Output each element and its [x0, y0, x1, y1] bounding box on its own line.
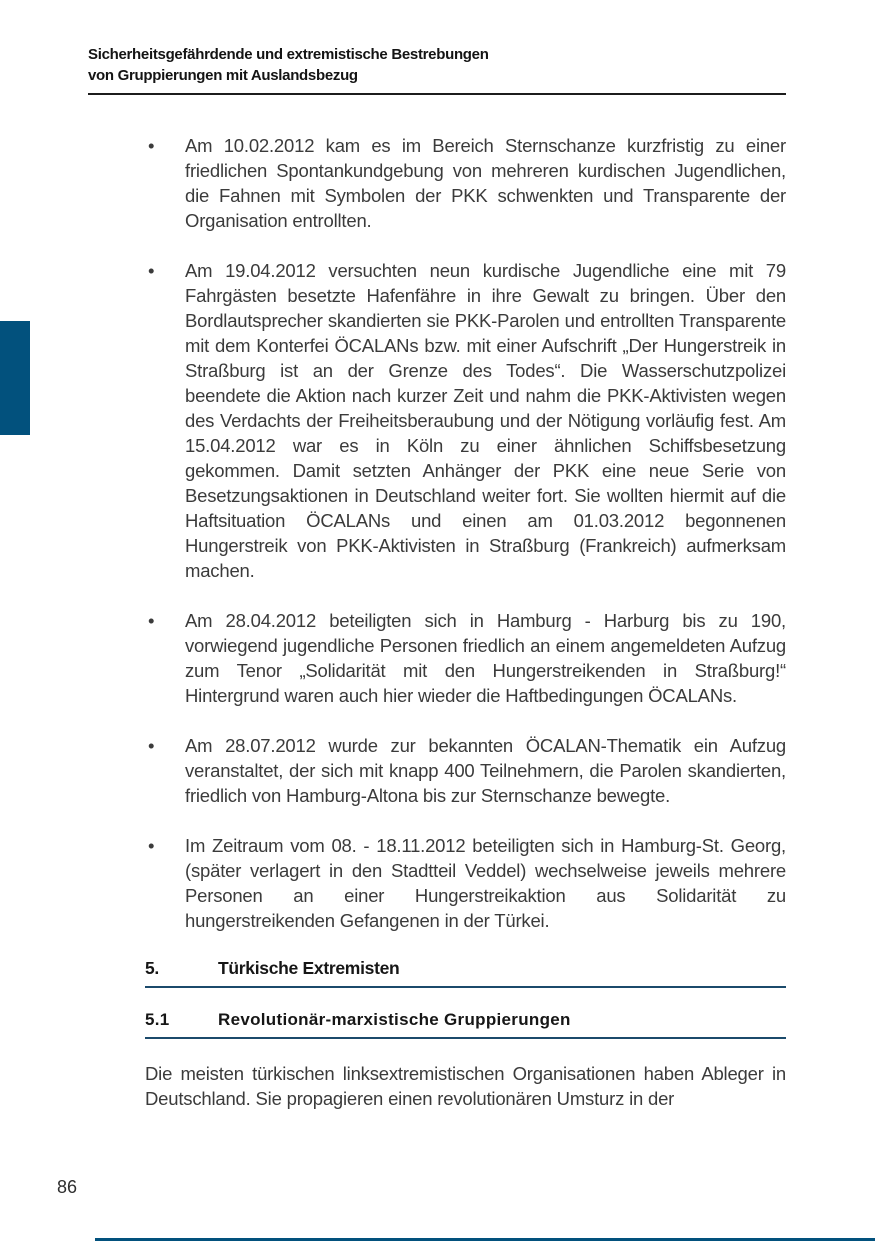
header-title-line1: Sicherheitsgefährdende und extremistische Bestrebungen [88, 46, 489, 63]
list-item [145, 733, 786, 808]
bullet-text: Im Zeitraum vom 08. - 18.11.2012 beteiligten sich in Hamburg-St. Georg, (später verlagert in den Stadtteil Veddel) wechselweise jeweils mehrere Personen an einer Hungerstreikaktion aus Solidarität zu hungerstreikenden Gefangenen in der Türkei. [185, 835, 786, 931]
section-heading-5 [145, 958, 786, 988]
list-item [145, 133, 786, 233]
list-item [145, 608, 786, 708]
section-heading-5-1 [145, 1010, 786, 1039]
section-title: Revolutionär-marxistische Gruppierungen [218, 1010, 571, 1029]
header-title-line2: von Gruppierungen mit Auslandsbezug [88, 67, 358, 84]
bullet-text: Am 28.07.2012 wurde zur bekannten ÖCALAN-Thematik ein Aufzug veranstaltet, der sich mit knapp 400 Teilnehmern, die Parolen skandierten, friedlich von Hamburg-Altona bis zur Sternschanze bewegte. [185, 735, 786, 806]
list-item [145, 258, 786, 583]
bullet-icon: • [148, 610, 155, 631]
bullet-icon: • [148, 835, 155, 856]
bullet-icon: • [148, 260, 155, 281]
bullet-icon: • [148, 135, 155, 156]
page-content [145, 133, 786, 1111]
bullet-text: Am 19.04.2012 versuchten neun kurdische Jugendliche eine mit 79 Fahrgästen besetzte Hafenfähre in ihre Gewalt zu bringen. Über den Bordlautsprecher skandierten sie PKK-Parolen und entrollten Transparente mit dem Konterfei ÖCALANs bzw. mit einer Aufschrift „Der Hungerstreik in Straßburg ist an der Grenze des Todes“. Die Wasserschutzpolizei beendete die Aktion nach kurzer Zeit und nahm die PKK-Aktivisten wegen des Verdachts der Freiheitsberaubung und der Nötigung vorläufig fest. Am 15.04.2012 war es in Köln zu einer ähnlichen Schiffsbesetzung gekommen. Damit setzten Anhänger der PKK eine neue Serie von Besetzungsaktionen in Deutschland weiter fort. Sie wollten hiermit auf die Haftsituation ÖCALANs und einen am 01.03.2012 begonnenen Hungerstreik von PKK-Aktivisten in Straßburg (Frankreich) aufmerksam machen. [185, 260, 786, 581]
body-paragraph: Die meisten türkischen linksextremistischen Organisationen haben Ableger in Deutschland. Sie propagieren einen revolutionären Umsturz in der [145, 1063, 786, 1109]
running-header [88, 44, 786, 95]
bullet-text: Am 28.04.2012 beteiligten sich in Hamburg - Harburg bis zu 190, vorwiegend jugendliche Personen friedlich an einem angemeldeten Aufzug zum Tenor „Solidarität mit den Hungerstreikenden in Straßburg!“ Hintergrund waren auch hier wieder die Haftbedingungen ÖCALANs. [185, 610, 786, 706]
section-number: 5. [145, 958, 159, 978]
bullet-icon: • [148, 735, 155, 756]
section-number: 5.1 [145, 1010, 170, 1029]
chapter-edge-tab [0, 321, 30, 435]
bullet-text: Am 10.02.2012 kam es im Bereich Sternschanze kurzfristig zu einer friedlichen Spontankundgebung von mehreren kurdischen Jugendlichen, die Fahnen mit Symbolen der PKK schwenkten und Transparente der Organisation entrollten. [185, 135, 786, 231]
section-title: Türkische Extremisten [218, 958, 400, 978]
list-item [145, 833, 786, 933]
page-number: 86 [57, 1177, 78, 1197]
event-bullet-list [145, 133, 786, 933]
